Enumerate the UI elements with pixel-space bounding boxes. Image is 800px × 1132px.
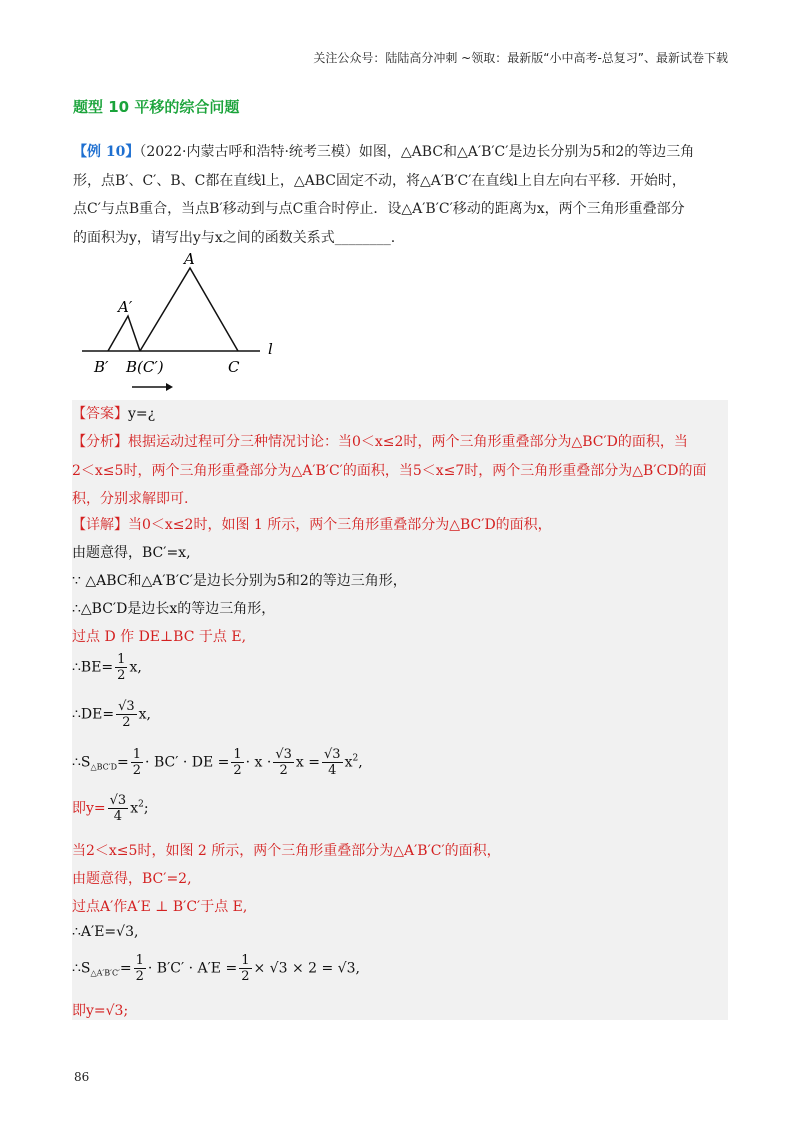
formula-area-2: $\therefore S_{\triangle A'B'C'}=$ $\frac{1}{2}$ · B′C′ · A′E = $\frac{1}{2}$ × √3 × 2 = √3,	[72, 953, 360, 984]
fraction: $\frac{√3}{2}$	[118, 699, 135, 730]
detail-line-2: 由题意得，BC′=x,	[72, 545, 191, 561]
arrow-head-icon	[166, 383, 173, 391]
detail-line-5: 过点 D 作 DE⊥BC 于点 E,	[72, 629, 247, 645]
label-A-prime: A′	[118, 298, 133, 316]
label-l: l	[268, 340, 273, 358]
problem-line-4: 的面积为y，请写出y与x之间的函数关系式________.	[73, 229, 396, 246]
formula-area-1: $\therefore S_{\triangle BC'D}=$ $\frac{1}{2}$ · BC′ · DE = $\frac{1}{2}$ · x · $\frac{√3}{2}$ x = $\frac{√3}{4}$ $x^2$,	[72, 747, 363, 778]
label-C: C	[228, 358, 240, 376]
detail-line-case2: 当2＜x≤5时，如图 2 所示，两个三角形重叠部分为△A′B′C′的面积，	[72, 843, 501, 859]
triangle-figure	[80, 248, 300, 396]
problem-line-3: 点C′与点B重合，当点B′移动到与点C重合时停止．设△A′B′C′移动的距离为x，两个三角形重叠部分	[73, 201, 685, 217]
analysis-line-3: 积，分别求解即可.	[72, 491, 189, 507]
section-title: 题型 10 平移的综合问题	[73, 98, 240, 116]
formula-DE: ∴DE= $\frac{√3}{2}$ x,	[72, 699, 152, 730]
fraction: $\frac{√3}{2}$	[275, 747, 292, 778]
detail-line-1: 【详解】当0＜x≤2时，如图 1 所示，两个三角形重叠部分为△BC′D的面积，	[72, 517, 552, 533]
detail-line-case2-given: 由题意得，BC′=2,	[72, 871, 192, 887]
page-number: 86	[74, 1070, 90, 1084]
fraction: $\frac{1}{2}$	[135, 953, 144, 984]
formula-AE: ∴A′E=√3,	[72, 924, 139, 940]
answer-section	[72, 400, 728, 1020]
small-triangle	[108, 316, 140, 351]
problem-line-1: 【例 10】（2022·内蒙古呼和浩特·统考三模）如图，△ABC和△A′B′C′是边长分别为5和2的等边三角	[73, 144, 695, 160]
large-triangle	[140, 268, 238, 351]
fraction: $\frac{√3}{4}$	[109, 793, 127, 824]
analysis-line-2: 2＜x≤5时，两个三角形重叠部分为△A′B′C′的面积，当5＜x≤7时，两个三角形重叠部分为△B′CD的面	[72, 463, 707, 479]
analysis-line-1: 【分析】根据运动过程可分三种情况讨论：当0＜x≤2时，两个三角形重叠部分为△BC′D的面积，当	[72, 434, 688, 450]
problem-statement	[73, 138, 731, 252]
problem-line-2: 形，点B′、C′、B、C都在直线l上，△ABC固定不动，将△A′B′C′在直线l上自左向右平移．开始时，	[73, 172, 686, 189]
formula-BE: ∴BE= $\frac{1}{2}$ x,	[72, 652, 142, 683]
label-A: A	[184, 250, 195, 268]
formula-y-1: 即y= $\frac{√3}{4}$ $x^2$;	[72, 793, 149, 824]
fraction: $\frac{1}{2}$	[132, 747, 142, 778]
example-tag: 【例 10】	[73, 144, 140, 160]
detail-line-case2-perp: 过点A′作A′E ⊥ B′C′于点 E,	[72, 899, 248, 915]
formula-y-2: 即y=√3;	[72, 1003, 129, 1019]
page-header: 关注公众号：陆陆高分冲刺 ~领取：最新版“小中高考-总复习”、最新试卷下载	[313, 51, 728, 65]
fraction: $\frac{1}{2}$	[241, 953, 250, 984]
answer-line: 【答案】y=¿	[72, 406, 156, 422]
detail-line-3: ∵ △ABC和△A′B′C′是边长分别为5和2的等边三角形，	[72, 573, 407, 589]
fraction: $\frac{1}{2}$	[117, 652, 126, 683]
detail-line-4: ∴△BC′D是边长x的等边三角形，	[72, 601, 276, 617]
fraction: $\frac{1}{2}$	[233, 747, 242, 778]
fraction: $\frac{√3}{4}$	[324, 747, 341, 778]
label-B-C-prime: B(C′)	[126, 358, 164, 376]
label-B-prime: B′	[94, 358, 109, 376]
